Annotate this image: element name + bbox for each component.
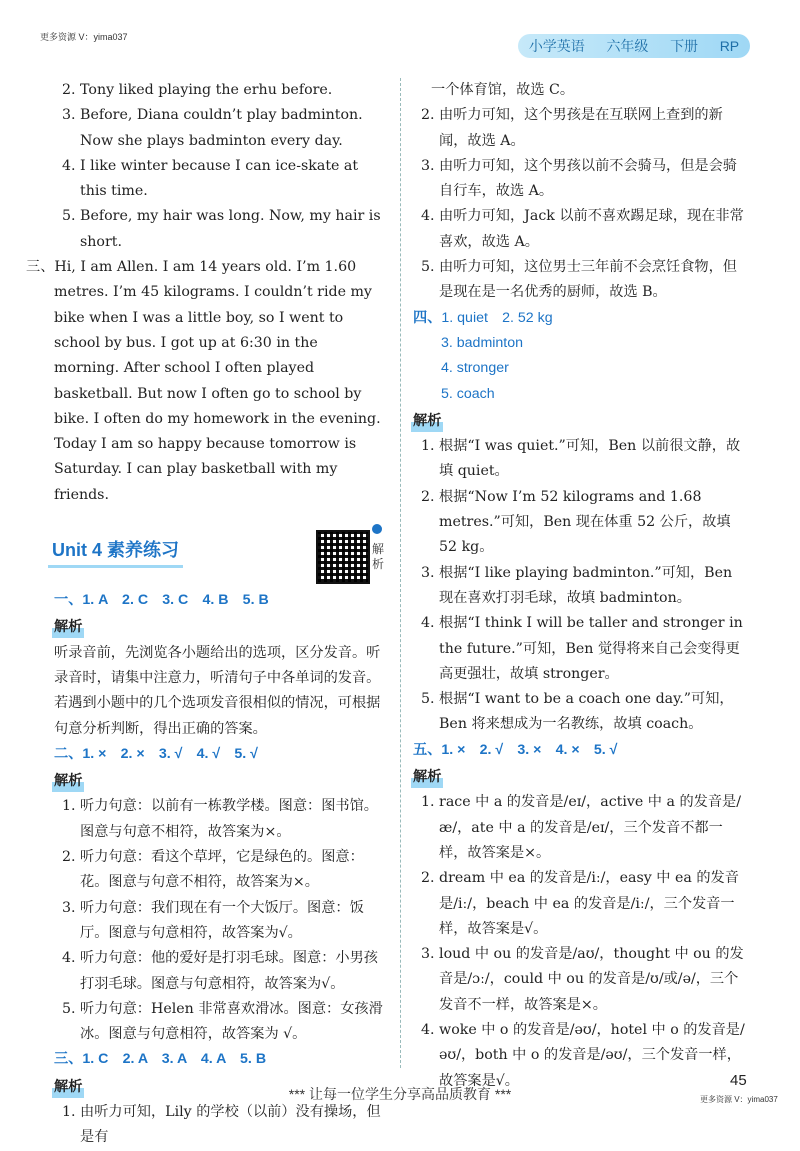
section-three-label: 三、 [26,259,55,276]
list-item: 2. 听力句意：看这个草坪，它是绿色的。图意：花。图意与句意不相符，故答案为×。 [62,849,364,891]
list-item: 4. 听力句意：他的爱好是打羽毛球。图意：小男孩打羽毛球。图意与句意相符，故答案为√。 [62,950,378,992]
list-item: 1. 听力句意：以前有一栋教学楼。图意：图书馆。图意与句意不相符，故答案为×。 [62,798,378,840]
analysis-heading: 解析 [411,766,443,788]
qr-label: 解析 [372,542,385,572]
qr-code-icon[interactable] [316,530,370,584]
list-item: 2. 根据“Now I’m 52 kilograms and 1.68 metres.”可知，Ben 现在体重 52 公斤，故填 52 kg。 [421,488,731,556]
answer: 1. quiet 2. 52 kg [441,309,553,326]
section-five-answers: 五、1. × 2. √ 3. × 4. × 5. √ [413,741,618,758]
list-item: 3. loud 中 ou 的发音是/aʊ/，thought 中 ou 的发音是/ɔː/，could 中 ou 的发音是/ʊ/或/ə/，三个发音不一样，故答案是×。 [421,946,744,1013]
section-four-answers [413,306,750,407]
right-column [413,78,750,1094]
list-item: 2. 由听力可知，这个男孩是在互联网上查到的新闻，故选 A。 [421,107,723,149]
section-one-explanation: 听录音前，先浏览各小题给出的选项，区分发音。听录音时，请集中注意力，听清句子中各单词的发音。若遇到小题中的几个选项发音很相似的情况，可根据句意分析判断，得出正确的答案。 [54,644,381,737]
section-three-passage [26,255,386,508]
passage-text: Hi, I am Allen. I am 14 years old. I’m 1.60 metres. I’m 45 kilograms. I couldn’t ride my bike when I was a little boy, so I went to school by bus. I got up at 6:30 in the morning. After school I often played basketball. But now I often go to school by bike. I often do my homework in the evening. Today I am so happy because tomorrow is Saturday. I can play basketball with my friends. [54,259,381,503]
subject-label: 小学英语 [528,38,585,54]
answer: 5. coach [441,385,495,402]
list-item: 4. 根据“I think I will be taller and stronger in the future.”可知，Ben 觉得将来自己会变得更高更强壮，故填 stronger。 [421,615,743,682]
left-column [26,78,386,1151]
page-number: 45 [730,1072,747,1089]
play-icon [372,524,382,534]
unit-title: Unit 4 素养练习 [48,534,183,568]
list-item: 4. I like winter because I can ice-skate at this time. [62,157,359,200]
list-item: 5. Before, my hair was long. Now, my hair is short. [62,208,381,250]
list-item: 2. dream 中 ea 的发音是/iː/，easy 中 ea 的发音是/iː/，beach 中 ea 的发音是/iː/，三个发音一样，故答案是√。 [421,870,739,937]
analysis-heading: 解析 [411,410,443,432]
list-item: 3. 由听力可知，这个男孩以前不会骑马，但是会骑自行车，故选 A。 [421,157,737,200]
list-item: 4. woke 中 o 的发音是/əʊ/，hotel 中 o 的发音是/əʊ/，both 中 o 的发音是/əʊ/，三个发音一样，故答案是√。 [421,1021,745,1089]
book-tag [518,34,750,58]
list-item: 5. 听力句意：Helen 非常喜欢滑冰。图意：女孩滑冰。图意与句意相符，故答案为 √。 [62,1000,383,1043]
analysis-heading: 解析 [52,616,84,638]
edition-label: RP [719,38,740,54]
list-item: 1. race 中 a 的发音是/eɪ/，active 中 a 的发音是/æ/，ate 中 a 的发音是/eɪ/，三个发音不都一样，故答案是×。 [421,794,741,861]
continued-text: 一个体育馆，故选 C。 [431,82,575,98]
list-item: 5. 由听力可知，这位男士三年前不会烹饪食物，但是现在是一名优秀的厨师，故选 B。 [421,259,737,301]
column-divider [400,78,401,1068]
grade-label: 六年级 [606,38,649,54]
resource-note-bottom: 更多资源 V：yima037 [700,1095,778,1104]
list-item: 5. 根据“I want to be a coach one day.”可知，Ben 将来想成为一名教练，故填 coach。 [421,691,734,733]
volume-label: 下册 [670,38,699,54]
list-item: 3. Before, Diana couldn’t play badminton. Now she plays badminton every day. [62,107,363,149]
section-three-answers: 三、1. C 2. A 3. A 4. A 5. B [54,1051,267,1068]
list-item: 1. 根据“I was quiet.”可知，Ben 以前很文静，故填 quiet。 [421,438,741,480]
resource-note-top: 更多资源 V：yima037 [40,32,128,42]
analysis-heading: 解析 [52,770,84,792]
list-item: 3. 听力句意：我们现在有一个大饭厅。图意：饭厅。图意与句意相符，故答案为√。 [62,899,364,941]
list-item: 1. 由听力可知，Lily 的学校（以前）没有操场，但是有 [62,1103,381,1146]
answer: 3. badminton [441,334,524,351]
list-item: 2. Tony liked playing the erhu before. [62,82,333,98]
footer-slogan: *** 让每一位学生分享高品质教育 *** [288,1086,512,1102]
list-item: 3. 根据“I like playing badminton.”可知，Ben 现在喜欢打羽毛球，故填 badminton。 [421,564,733,606]
list-item: 4. 由听力可知，Jack 以前不喜欢踢足球，现在非常喜欢，故选 A。 [421,208,744,250]
section-two-answers: 二、1. × 2. × 3. √ 4. √ 5. √ [54,745,258,762]
section-one-answers: 一、1. A 2. C 3. C 4. B 5. B [54,592,269,609]
answer: 4. stronger [441,360,509,377]
unit-header [48,534,386,574]
analysis-heading: 解析 [52,1076,84,1098]
section-four-label: 四、 [413,309,442,326]
